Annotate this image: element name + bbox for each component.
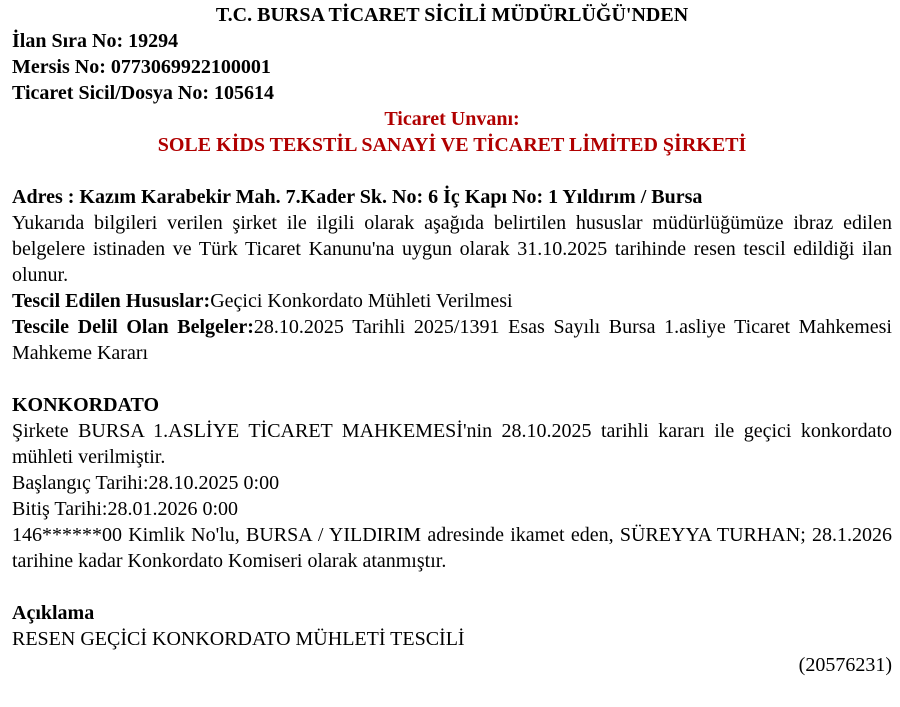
spacer bbox=[12, 158, 892, 184]
registered-matters bbox=[12, 288, 892, 314]
evidence-documents bbox=[12, 314, 892, 366]
start-date: Başlangıç Tarihi:28.10.2025 0:00 bbox=[12, 472, 280, 494]
company-name: SOLE KİDS TEKSTİL SANAYİ VE TİCARET LİMİTED ŞİRKETİ bbox=[157, 134, 747, 156]
spacer bbox=[12, 574, 892, 600]
document-title: T.C. BURSA TİCARET SİCİLİ MÜDÜRLÜĞÜ'NDEN bbox=[215, 4, 689, 26]
company-label: Ticaret Unvanı: bbox=[384, 108, 520, 130]
aciklama-heading: Açıklama bbox=[12, 602, 95, 624]
address: Adres : Kazım Karabekir Mah. 7.Kader Sk. No: 6 İç Kapı No: 1 Yıldırım / Bursa bbox=[12, 186, 703, 208]
konkordato-text: Şirkete BURSA 1.ASLİYE TİCARET MAHKEMESİ'nin 28.10.2025 tarihli kararı ile geçici konkordato mühleti verilmiştir. bbox=[12, 420, 892, 468]
ticaret-sicil-no: Ticaret Sicil/Dosya No: 105614 bbox=[12, 82, 275, 104]
spacer bbox=[12, 366, 892, 392]
reference-number: (20576231) bbox=[798, 654, 892, 676]
registered-matters-label: Tescil Edilen Hususlar: bbox=[12, 290, 211, 312]
end-date: Bitiş Tarihi:28.01.2026 0:00 bbox=[12, 498, 239, 520]
evidence-documents-value: 28.10.2025 Tarihli 2025/1391 Esas Sayılı Bursa 1.asliye Ticaret Mahkemesi Mahkeme Kararı bbox=[12, 316, 892, 364]
announcement-document bbox=[12, 0, 892, 678]
ilan-sira-no: İlan Sıra No: 19294 bbox=[12, 30, 179, 52]
registered-matters-value: Geçici Konkordato Mühleti Verilmesi bbox=[210, 290, 513, 312]
konkordato-heading: KONKORDATO bbox=[12, 394, 160, 416]
commissioner-text: 146******00 Kimlik No'lu, BURSA / YILDIRIM adresinde ikamet eden, SÜREYYA TURHAN; 28.1.2026 tarihine kadar Konkordato Komiseri olarak atanmıştır. bbox=[12, 524, 892, 572]
evidence-documents-label: Tescile Delil Olan Belgeler: bbox=[12, 316, 254, 338]
aciklama-text: RESEN GEÇİCİ KONKORDATO MÜHLETİ TESCİLİ bbox=[12, 628, 465, 650]
intro-paragraph: Yukarıda bilgileri verilen şirket ile ilgili olarak aşağıda belirtilen hususlar müdürlüğümüze ibraz edilen belgelere istinaden ve Türk Ticaret Kanunu'na uygun olarak 31.10.2025 tarihinde resen tescil edildiği ilan olunur. bbox=[12, 212, 892, 286]
mersis-no: Mersis No: 0773069922100001 bbox=[12, 56, 271, 78]
